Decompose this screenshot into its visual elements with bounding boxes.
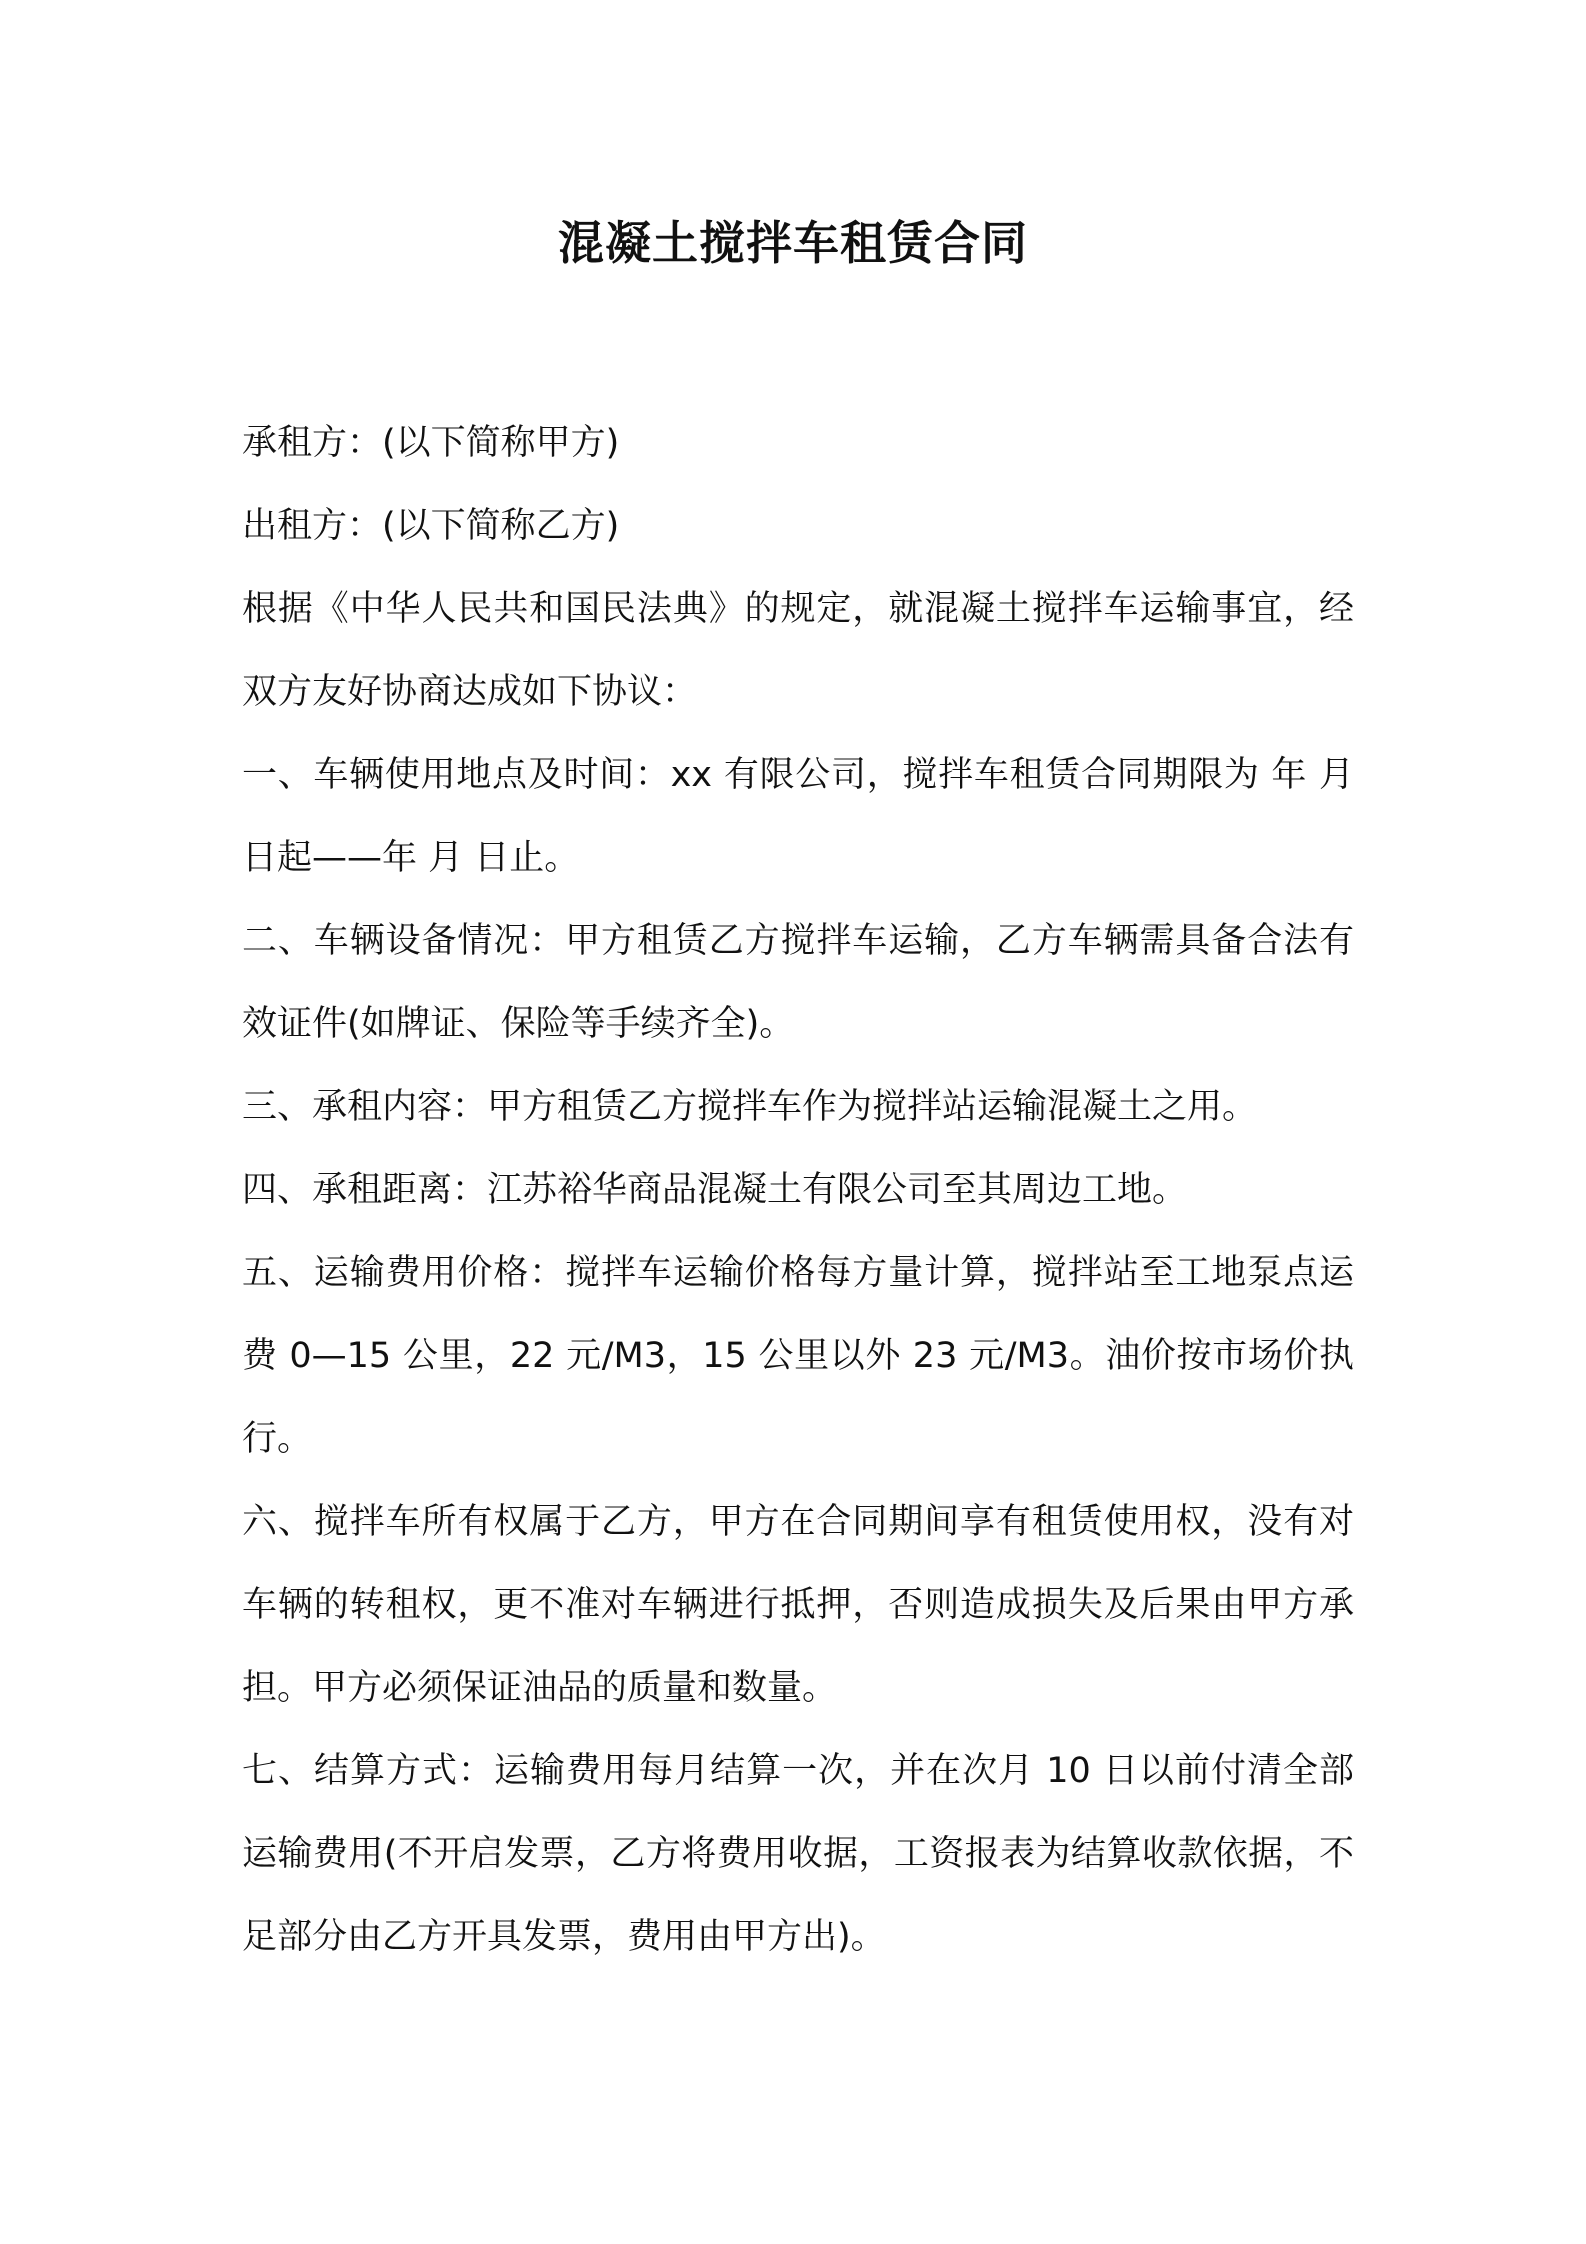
preamble-paragraph: 根据《中华人民共和国民法典》的规定，就混凝土搅拌车运输事宜，经双方友好协商达成如下协议： <box>242 589 1354 712</box>
document-body <box>242 402 1354 1979</box>
clause-3-lease-content: 三、承租内容：甲方租赁乙方搅拌车作为搅拌站运输混凝土之用。 <box>242 1087 1258 1127</box>
clause-4-lease-distance: 四、承租距离：江苏裕华商品混凝土有限公司至其周边工地。 <box>242 1170 1188 1210</box>
clause-1-location-time: 一、车辆使用地点及时间：xx 有限公司，搅拌车租赁合同期限为 年 月 日起——年 月 日止。 <box>242 755 1354 878</box>
clause-7-settlement: 七、结算方式：运输费用每月结算一次，并在次月 10 日以前付清全部运输费用(不开启发票，乙方将费用收据，工资报表为结算收款依据，不足部分由乙方开具发票，费用由甲方出)。 <box>242 1751 1354 1957</box>
clause-6-ownership: 六、搅拌车所有权属于乙方，甲方在合同期间享有租赁使用权，没有对车辆的转租权，更不准对车辆进行抵押，否则造成损失及后果由甲方承担。甲方必须保证油品的质量和数量。 <box>242 1502 1354 1708</box>
lessee-line: 承租方：(以下简称甲方) <box>242 423 620 463</box>
document-title: 混凝土搅拌车租赁合同 <box>558 216 1028 270</box>
clause-2-vehicle-equipment: 二、车辆设备情况：甲方租赁乙方搅拌车运输，乙方车辆需具备合法有效证件(如牌证、保险等手续齐全)。 <box>242 921 1354 1044</box>
clause-5-transport-price: 五、运输费用价格：搅拌车运输价格每方量计算，搅拌站至工地泵点运费 0—15 公里，22 元/M3，15 公里以外 23 元/M3。油价按市场价执行。 <box>242 1253 1354 1459</box>
lessor-line: 出租方：(以下简称乙方) <box>242 506 620 546</box>
